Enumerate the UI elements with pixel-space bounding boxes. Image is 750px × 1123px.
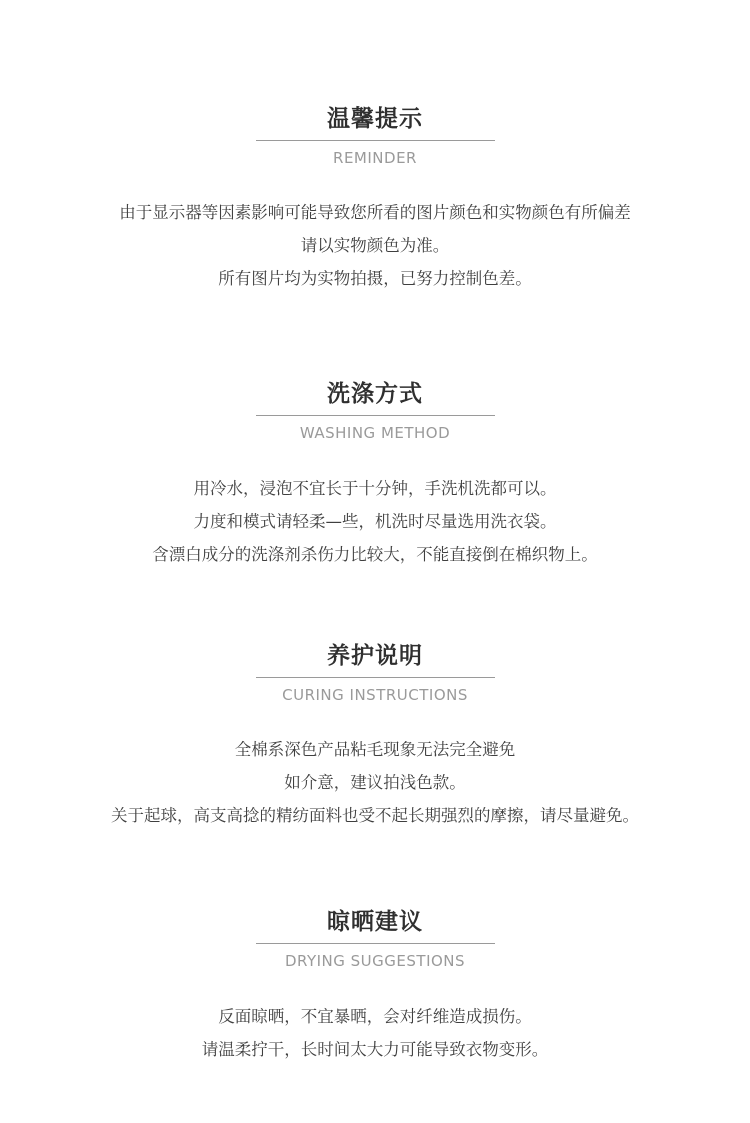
body-line: 由于显示器等因素影响可能导致您所看的图片颜色和实物颜色有所偏差 bbox=[119, 203, 631, 222]
drying-suggestions-section bbox=[0, 907, 750, 1066]
body-line: 请以实物颜色为准。 bbox=[300, 236, 450, 255]
section-subtitle: WASHING METHOD bbox=[299, 424, 451, 442]
curing-instructions-section bbox=[0, 641, 750, 832]
section-subtitle: CURING INSTRUCTIONS bbox=[282, 686, 468, 704]
body-line: 用冷水，浸泡不宜长于十分钟，手洗机洗都可以。 bbox=[193, 479, 557, 498]
section-title: 养护说明 bbox=[327, 643, 423, 669]
title-divider bbox=[256, 415, 495, 416]
body-line: 力度和模式请轻柔—些，机洗时尽量选用洗衣袋。 bbox=[193, 512, 557, 531]
body-line: 反面晾晒，不宜暴晒，会对纤维造成损伤。 bbox=[218, 1007, 532, 1026]
washing-method-section bbox=[0, 379, 750, 571]
reminder-section bbox=[0, 104, 750, 295]
body-line: 全棉系深色产品粘毛现象无法完全避免 bbox=[234, 740, 516, 759]
section-body bbox=[0, 472, 750, 571]
section-body bbox=[0, 1000, 750, 1066]
title-divider bbox=[256, 943, 495, 944]
section-subtitle: DRYING SUGGESTIONS bbox=[284, 952, 466, 970]
body-line: 如介意，建议拍浅色款。 bbox=[284, 773, 466, 792]
section-title: 温馨提示 bbox=[327, 106, 423, 132]
body-line: 含漂白成分的洗涤剂杀伤力比较大，不能直接倒在棉织物上。 bbox=[152, 545, 598, 564]
section-body bbox=[0, 733, 750, 832]
section-title: 晾晒建议 bbox=[327, 909, 423, 935]
body-line: 所有图片均为实物拍摄，已努力控制色差。 bbox=[218, 269, 532, 288]
section-subtitle: REMINDER bbox=[333, 149, 417, 167]
body-line: 关于起球，高支高捻的精纺面料也受不起长期强烈的摩擦，请尽量避免。 bbox=[111, 806, 639, 825]
title-divider bbox=[256, 140, 495, 141]
title-divider bbox=[256, 677, 495, 678]
body-line: 请温柔拧干，长时间太大力可能导致衣物变形。 bbox=[201, 1040, 549, 1059]
section-title: 洗涤方式 bbox=[327, 381, 423, 407]
section-body bbox=[0, 196, 750, 295]
